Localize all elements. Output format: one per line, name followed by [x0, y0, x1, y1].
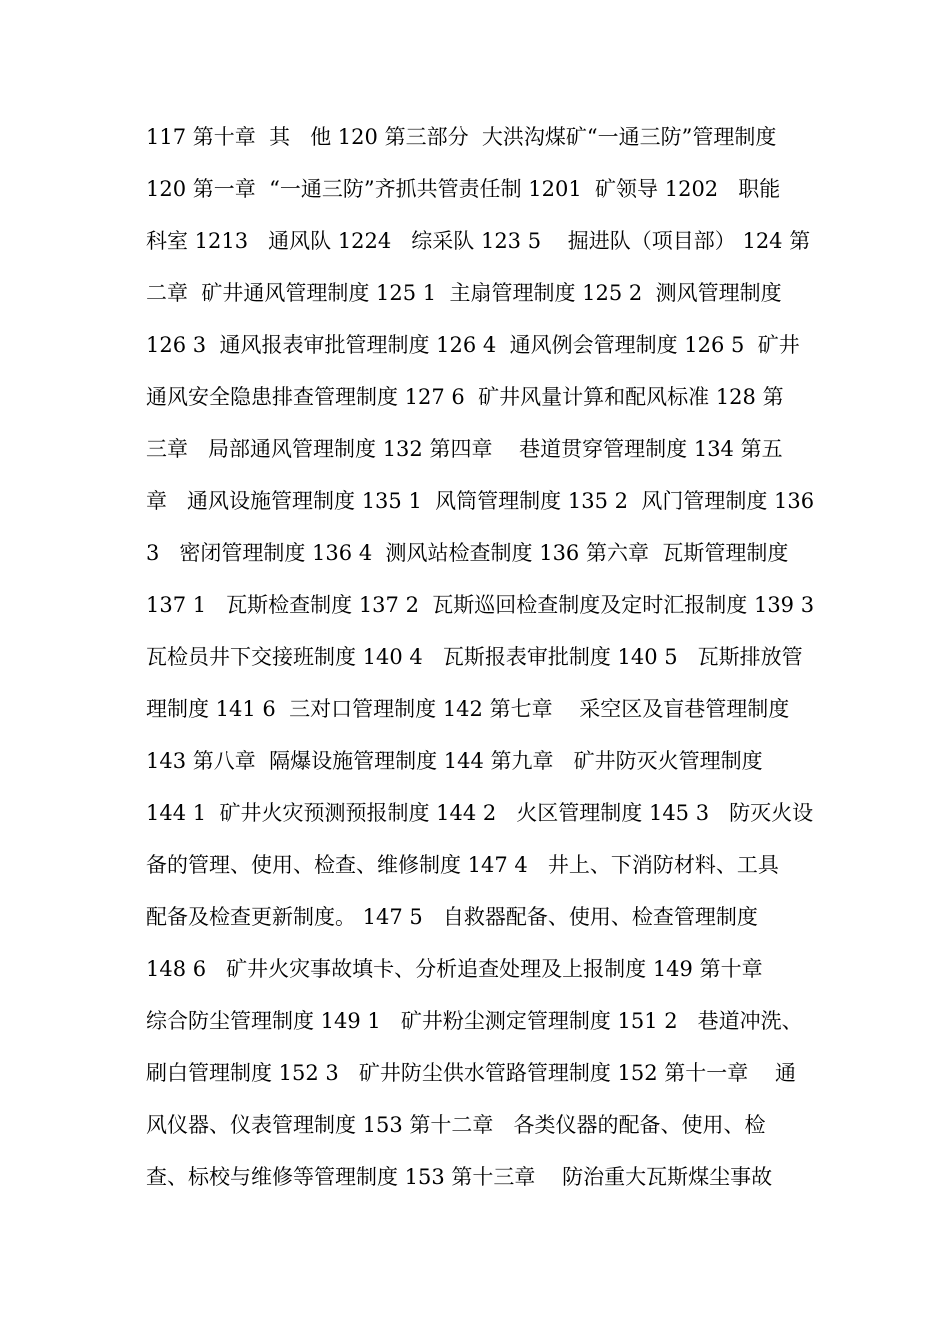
text-line: 风仪器、仪表管理制度 153 第十二章 各类仪器的配备、使用、检 [146, 1113, 766, 1137]
text-line: 综合防尘管理制度 149 1 矿井粉尘测定管理制度 151 2 巷道冲洗、 [146, 1009, 803, 1033]
text-line: 配备及检查更新制度。 147 5 自救器配备、使用、检查管理制度 [146, 905, 758, 929]
text-line: 137 1 瓦斯检查制度 137 2 瓦斯巡回检查制度及定时汇报制度 139 3 [146, 593, 815, 617]
text-line: 章 通风设施管理制度 135 1 风筒管理制度 135 2 风门管理制度 136 [146, 489, 815, 513]
text-line: 126 3 通风报表审批管理制度 126 4 通风例会管理制度 126 5 矿井 [146, 333, 800, 357]
text-line: 144 1 矿井火灾预测预报制度 144 2 火区管理制度 145 3 防灭火设 [146, 801, 814, 825]
text-line: 刷白管理制度 152 3 矿井防尘供水管路管理制度 152 第十一章 通 [146, 1061, 796, 1085]
text-line: 3 密闭管理制度 136 4 测风站检查制度 136 第六章 瓦斯管理制度 [146, 541, 789, 565]
text-line: 120 第一章 “一通三防”齐抓共管责任制 1201 矿领导 1202 职能 [146, 177, 781, 201]
text-line: 通风安全隐患排查管理制度 127 6 矿井风量计算和配风标准 128 第 [146, 385, 784, 409]
text-line: 117 第十章 其 他 120 第三部分 大洪沟煤矿“一通三防”管理制度 [146, 125, 777, 149]
text-line: 瓦检员井下交接班制度 140 4 瓦斯报表审批制度 140 5 瓦斯排放管 [146, 645, 803, 669]
text-line: 理制度 141 6 三对口管理制度 142 第七章 采空区及盲巷管理制度 [146, 697, 790, 721]
text-line: 三章 局部通风管理制度 132 第四章 巷道贯穿管理制度 134 第五 [146, 437, 783, 461]
text-line: 148 6 矿井火灾事故填卡、分析追查处理及上报制度 149 第十章 [146, 957, 763, 981]
text-line: 查、标校与维修等管理制度 153 第十三章 防治重大瓦斯煤尘事故 [146, 1165, 773, 1189]
text-line: 科室 1213 通风队 1224 综采队 123 5 掘进队（项目部） 124 第 [146, 229, 811, 253]
text-line: 143 第八章 隔爆设施管理制度 144 第九章 矿井防灭火管理制度 [146, 749, 763, 773]
text-line: 备的管理、使用、检查、维修制度 147 4 井上、下消防材料、工具 [146, 853, 779, 877]
text-line: 二章 矿井通风管理制度 125 1 主扇管理制度 125 2 测风管理制度 [146, 281, 782, 305]
document-body [146, 117, 816, 1209]
